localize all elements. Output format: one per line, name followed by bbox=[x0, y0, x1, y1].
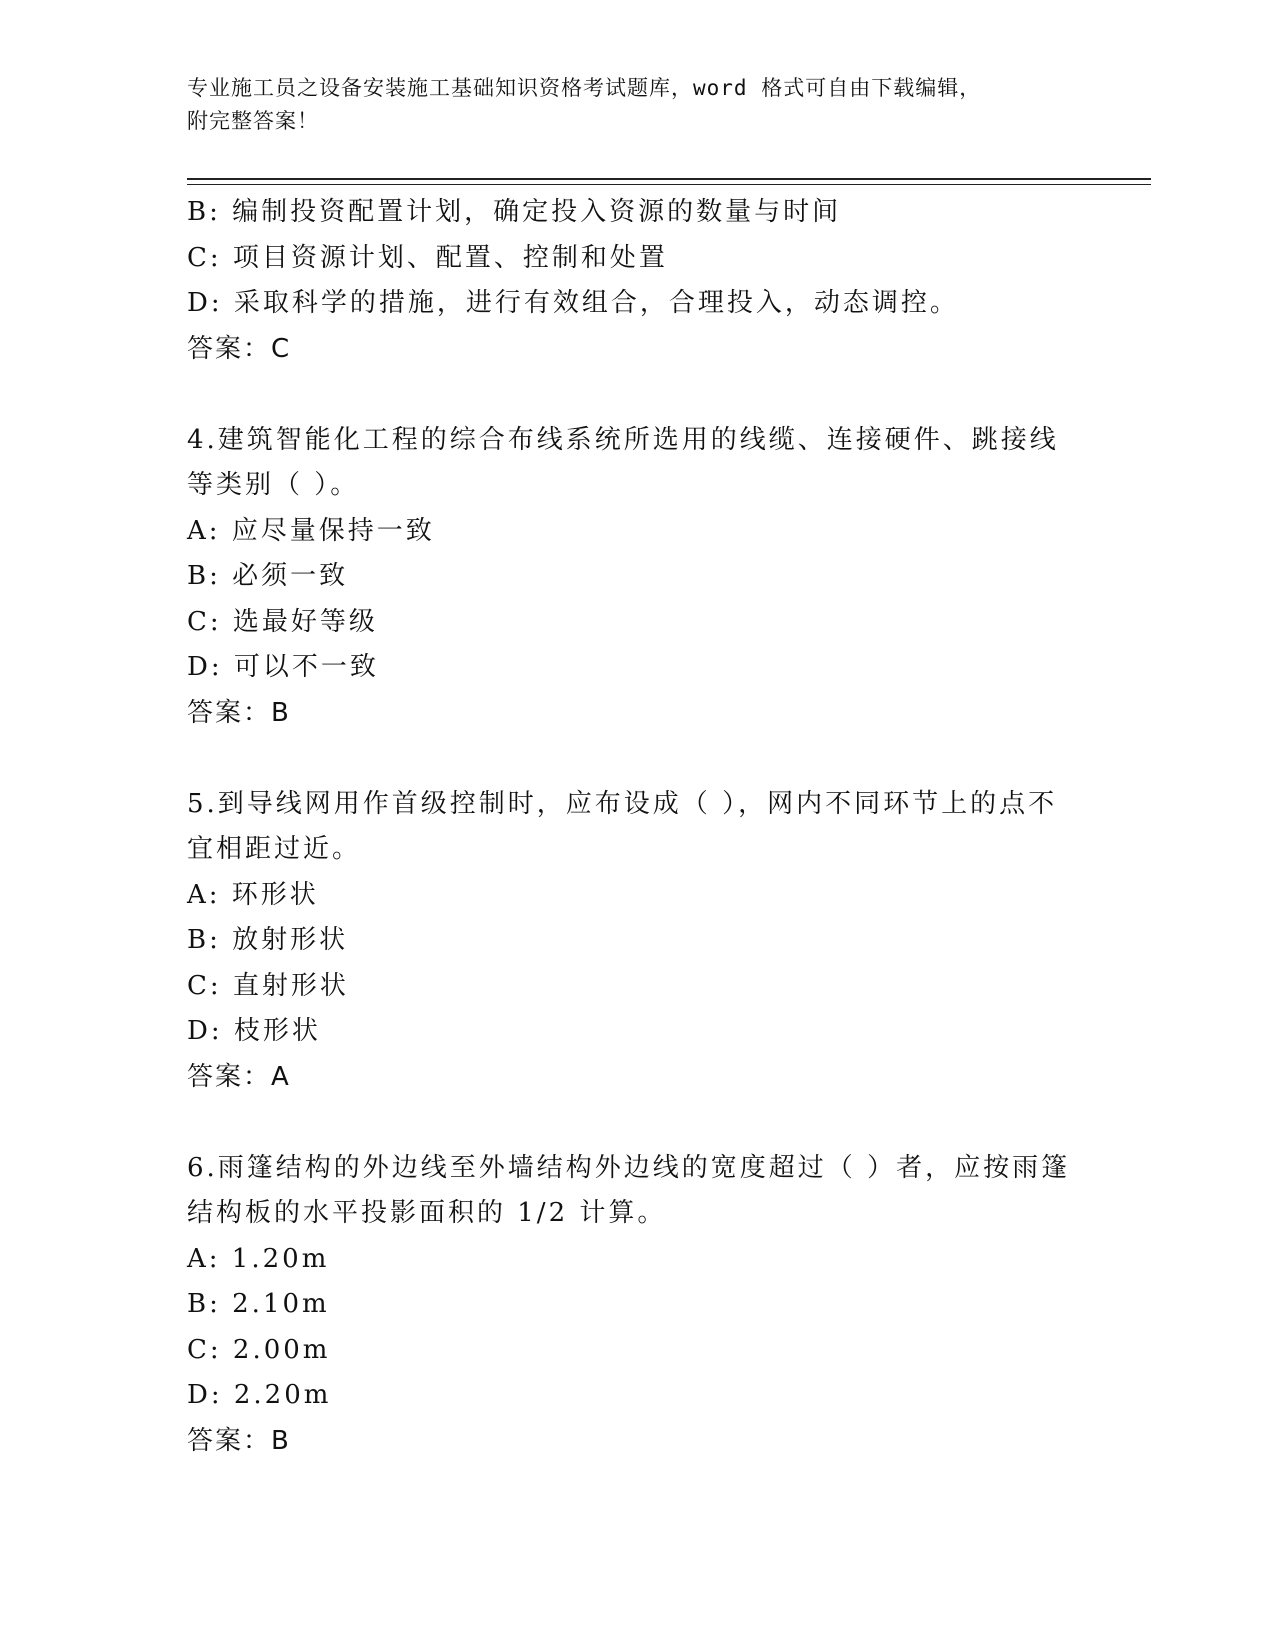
question-text-line-1: 6.雨篷结构的外边线至外墙结构外边线的宽度超过（ ）者，应按雨篷 bbox=[187, 1152, 1071, 1183]
question-4 bbox=[187, 418, 1087, 737]
answer-line: 答案：B bbox=[187, 697, 291, 728]
spacer bbox=[187, 372, 1087, 418]
question-text-line-2: 等类别（ ）。 bbox=[187, 470, 360, 500]
option-b: B: 编制投资配置计划，确定投入资源的数量与时间 bbox=[187, 197, 842, 227]
header-line-2: 附完整答案！ bbox=[187, 109, 319, 133]
option-d: D: 采取科学的措施，进行有效组合，合理投入，动态调控。 bbox=[187, 288, 959, 318]
question-6 bbox=[187, 1146, 1087, 1465]
answer-line: 答案：C bbox=[187, 333, 292, 364]
option-b: B: 放射形状 bbox=[187, 925, 349, 955]
header-line-1: 专业施工员之设备安装施工基础知识资格考试题库，word 格式可自由下载编辑， bbox=[187, 76, 982, 100]
question-5 bbox=[187, 782, 1087, 1101]
option-b: B: 必须一致 bbox=[187, 561, 349, 591]
option-a: A: 1.20m bbox=[187, 1243, 330, 1274]
question-text-line-2: 宜相距过近。 bbox=[187, 834, 362, 864]
option-a: A: 应尽量保持一致 bbox=[187, 515, 435, 546]
answer-line: 答案：A bbox=[187, 1061, 291, 1092]
spacer bbox=[187, 1100, 1087, 1146]
option-d: D: 枝形状 bbox=[187, 1016, 321, 1046]
option-c: C: 项目资源计划、配置、控制和处置 bbox=[187, 242, 668, 273]
header-rule-thin bbox=[187, 184, 1151, 185]
question-3 bbox=[187, 190, 1087, 372]
question-text-line-1: 5.到导线网用作首级控制时，应布设成（ ），网内不同环节上的点不 bbox=[187, 788, 1058, 819]
option-a: A: 环形状 bbox=[187, 879, 319, 910]
option-d: D: 可以不一致 bbox=[187, 652, 379, 682]
header-rule-thick bbox=[187, 178, 1151, 180]
option-c: C: 直射形状 bbox=[187, 970, 349, 1001]
option-d: D: 2.20m bbox=[187, 1380, 332, 1410]
question-text-line-2: 结构板的水平投影面积的 1/2 计算。 bbox=[187, 1198, 667, 1228]
question-text-line-1: 4.建筑智能化工程的综合布线系统所选用的线缆、连接硬件、跳接线 bbox=[187, 424, 1059, 455]
document-body bbox=[187, 190, 1087, 1464]
spacer bbox=[187, 736, 1087, 782]
option-c: C: 选最好等级 bbox=[187, 606, 378, 637]
document-header bbox=[187, 72, 1047, 138]
answer-line: 答案：B bbox=[187, 1425, 291, 1456]
option-c: C: 2.00m bbox=[187, 1334, 331, 1365]
option-b: B: 2.10m bbox=[187, 1289, 330, 1319]
